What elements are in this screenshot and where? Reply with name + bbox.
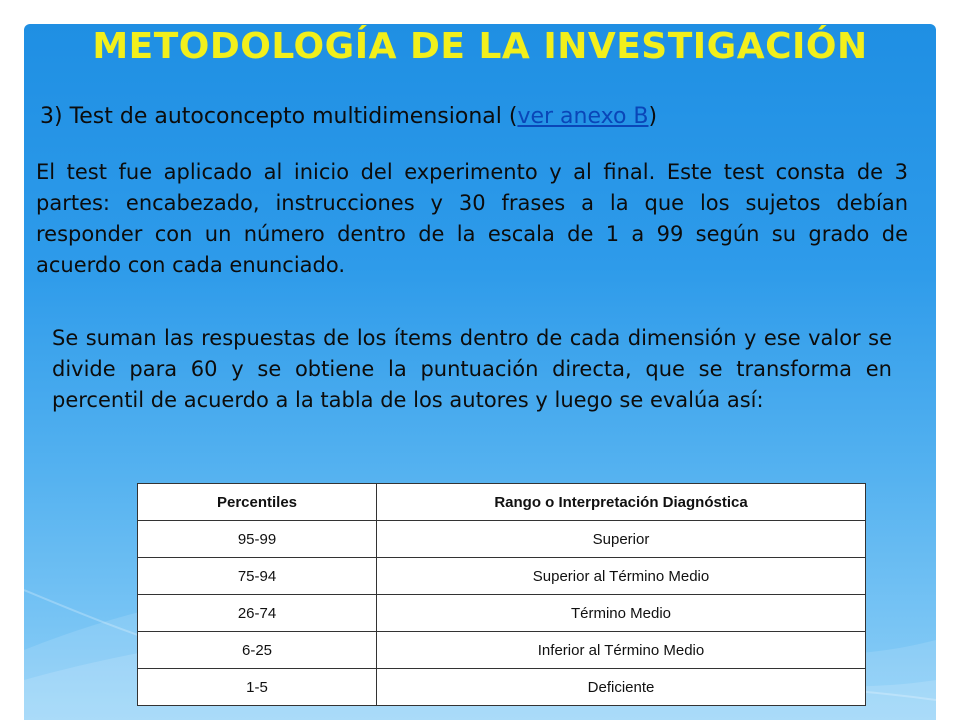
cell-percentile: 26-74 (138, 595, 377, 632)
cell-interpretation: Superior (377, 521, 866, 558)
cell-percentile: 95-99 (138, 521, 377, 558)
header-percentiles: Percentiles (138, 484, 377, 521)
cell-interpretation: Deficiente (377, 669, 866, 706)
section-subtitle (40, 104, 657, 129)
paragraph-scoring-procedure: Se suman las respuestas de los ítems dentro de cada dimensión y ese valor se divide para 60 y se obtiene la puntuación directa, que se transforma en percentil de acuerdo a la tabla de los autores y luego se evalúa así: (52, 326, 892, 412)
table-header-row (138, 484, 866, 521)
slide-title: METODOLOGÍA DE LA INVESTIGACIÓN (92, 26, 868, 67)
cell-percentile: 6-25 (138, 632, 377, 669)
cell-interpretation: Superior al Término Medio (377, 558, 866, 595)
table-row (138, 558, 866, 595)
table-row (138, 632, 866, 669)
cell-interpretation: Inferior al Término Medio (377, 632, 866, 669)
header-interpretation: Rango o Interpretación Diagnóstica (377, 484, 866, 521)
subtitle-close: ) (648, 104, 658, 129)
paragraph-test-description: El test fue aplicado al inicio del experimento y al final. Este test consta de 3 partes: encabezado, instrucciones y 30 frases a la que los sujetos debían responder con un número dentro de la escala de 1 a 99 según su grado de acuerdo con cada enunciado. (36, 160, 908, 277)
table-row (138, 669, 866, 706)
table-row (138, 521, 866, 558)
cell-percentile: 75-94 (138, 558, 377, 595)
percentile-interpretation-table (137, 483, 866, 706)
cell-interpretation: Término Medio (377, 595, 866, 632)
annex-b-link[interactable]: ver anexo B (517, 104, 649, 129)
subtitle-text: 3) Test de autoconcepto multidimensional ( (40, 104, 518, 129)
cell-percentile: 1-5 (138, 669, 377, 706)
table-row (138, 595, 866, 632)
